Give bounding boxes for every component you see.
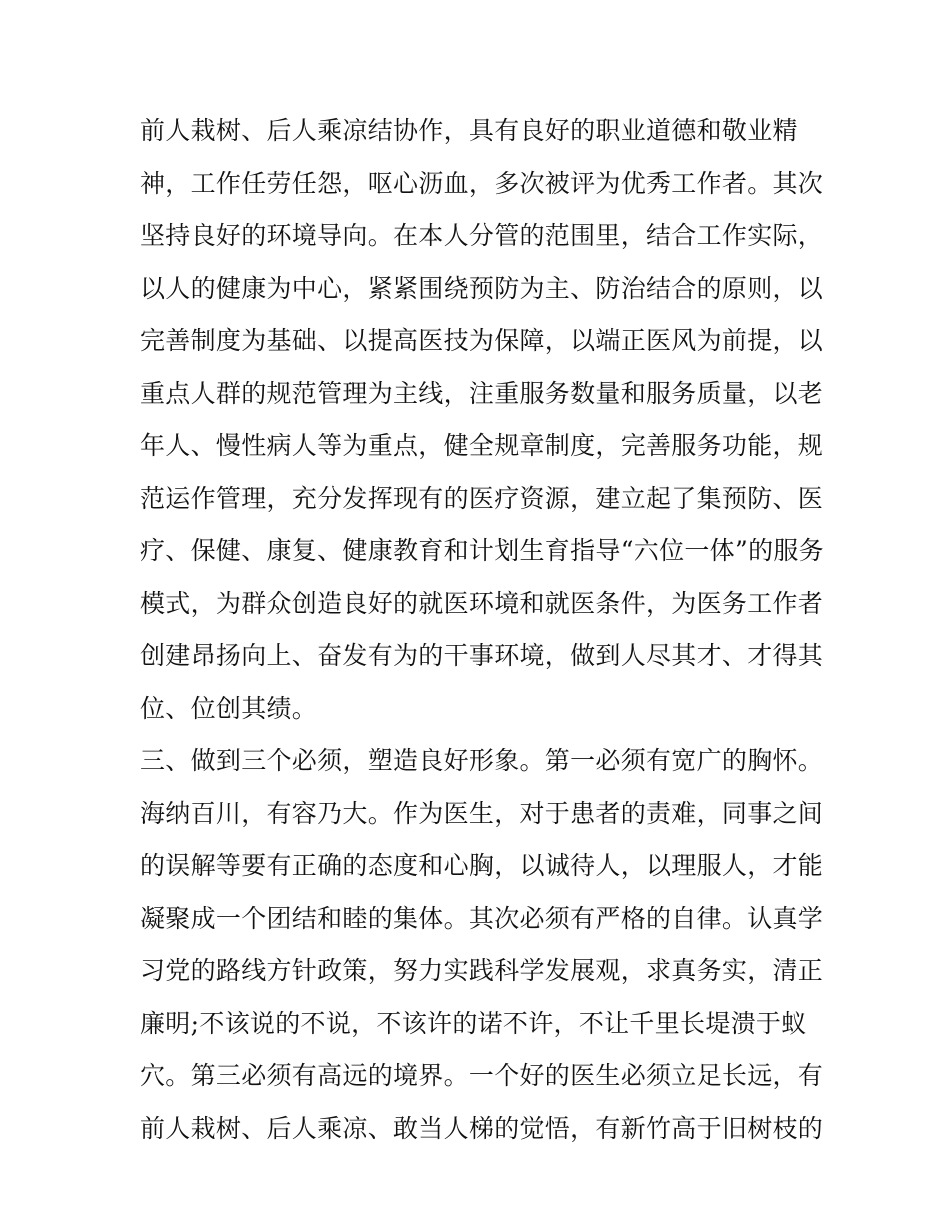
text-line: 前人栽树、后人乘凉结协作，具有良好的职业道德和敬业精 (140, 116, 798, 145)
text-line: 疗、保健、康复、健康教育和计划生育指导“六位一体”的服务 (140, 536, 824, 565)
text-line: 前人栽树、后人乘凉、敢当人梯的觉悟，有新竹高于旧树枝的 (140, 1113, 824, 1143)
text-line: 完善制度为基础、以提高医技为保障，以端正医风为前提，以 (140, 326, 824, 355)
text-line: 范运作管理，充分发挥现有的医疗资源，建立起了集预防、医 (140, 483, 824, 513)
text-line: 穴。第三必须有高远的境界。一个好的医生必须立足长远，有 (140, 1061, 824, 1090)
text-line: 年人、慢性病人等为重点，健全规章制度，完善服务功能，规 (140, 431, 824, 460)
text-line: 模式，为群众创造良好的就医环境和就医条件，为医务工作者 (140, 588, 824, 618)
section-heading-line: 三、做到三个必须，塑造良好形象。第一必须有宽广的胸怀。 (140, 746, 824, 775)
text-line: 廉明;不该说的不说，不该许的诺不许，不让千里长堤溃于蚁 (140, 1008, 807, 1038)
text-line: 坚持良好的环境导向。在本人分管的范围里，结合工作实际， (140, 221, 824, 250)
text-line: 重点人群的规范管理为主线，注重服务数量和服务质量，以老 (140, 378, 824, 408)
text-line: 以人的健康为中心，紧紧围绕预防为主、防治结合的原则，以 (140, 273, 824, 303)
body-text (140, 105, 830, 1155)
text-line: 位、位创其绩。 (140, 693, 318, 723)
text-line: 凝聚成一个团结和睦的集体。其次必须有严格的自律。认真学 (140, 903, 824, 933)
text-line: 神，工作任劳任怨，呕心沥血，多次被评为优秀工作者。其次 (140, 168, 824, 198)
text-line: 习党的路线方针政策，努力实践科学发展观，求真务实，清正 (140, 956, 824, 985)
text-line: 的误解等要有正确的态度和心胸，以诚待人，以理服人，才能 (140, 851, 824, 880)
text-line: 海纳百川，有容乃大。作为医生，对于患者的责难，同事之间 (140, 798, 824, 828)
text-line: 创建昂扬向上、奋发有为的干事环境，做到人尽其才、才得其 (140, 641, 824, 670)
